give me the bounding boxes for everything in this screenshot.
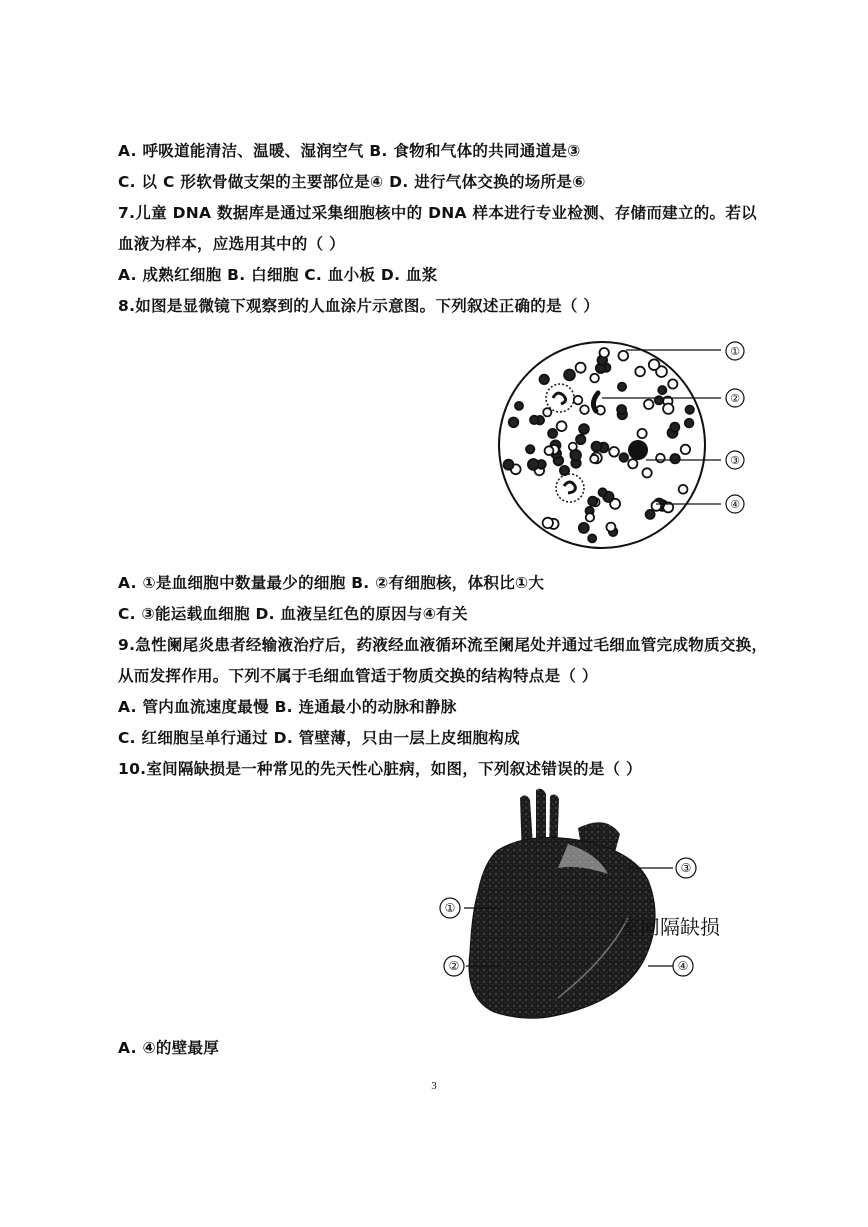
red-blood-cell xyxy=(635,367,645,377)
septal-defect-annotation: 室间隔缺损 xyxy=(620,915,720,939)
red-blood-cell xyxy=(618,383,626,391)
blood-label-2: ② xyxy=(730,392,740,405)
red-blood-cell xyxy=(686,406,694,414)
question-8-options-cd: C. ③能运载血细胞 D. 血液呈红色的原因与④有关 xyxy=(118,605,468,623)
red-blood-cell xyxy=(545,446,554,455)
red-blood-cell xyxy=(628,459,637,468)
question-9-options-ab: A. 管内血流速度最慢 B. 连通最小的动脉和静脉 xyxy=(118,698,457,716)
red-blood-cell xyxy=(685,419,694,428)
blood-smear-figure xyxy=(498,338,760,554)
blood-label-1: ① xyxy=(730,345,740,358)
red-blood-cell xyxy=(670,454,679,463)
red-blood-cell xyxy=(592,442,602,452)
red-blood-cell xyxy=(543,518,553,528)
heart-label-2: ② xyxy=(448,959,460,973)
red-blood-cell xyxy=(590,374,599,383)
blood-label-4: ④ xyxy=(730,498,740,511)
question-10-option-a: A. ④的壁最厚 xyxy=(118,1039,220,1057)
red-blood-cell xyxy=(576,435,585,444)
page-number: 3 xyxy=(431,1080,437,1092)
question-9-stem: 9.急性阑尾炎患者经输液治疗后，药液经血液循环流至阑尾处并通过毛细血管完成物质交换， xyxy=(118,636,768,654)
red-blood-cell xyxy=(579,523,589,533)
red-blood-cell xyxy=(663,404,673,414)
heart-label-1: ① xyxy=(444,901,456,915)
red-blood-cell xyxy=(570,450,581,461)
red-blood-cell xyxy=(557,421,567,431)
red-blood-cell xyxy=(668,379,677,388)
red-blood-cell xyxy=(644,400,653,409)
red-blood-cell xyxy=(646,510,655,519)
red-blood-cell xyxy=(670,423,679,432)
red-blood-cell xyxy=(600,348,609,357)
red-blood-cell xyxy=(588,497,597,506)
red-blood-cell xyxy=(643,468,652,477)
red-blood-cell xyxy=(543,408,551,416)
red-blood-cell xyxy=(609,447,619,457)
large-dark-cell xyxy=(628,440,648,460)
question-9-options-cd: C. 红细胞呈单行通过 D. 管壁薄，只由一层上皮细胞构成 xyxy=(118,729,520,747)
question-9-stem-cont: 从而发挥作用。下列不属于毛细血管适于物质交换的结构特点是（ ） xyxy=(118,667,598,685)
question-10-stem: 10.室间隔缺损是一种常见的先天性心脏病，如图，下列叙述错误的是（ ） xyxy=(118,760,642,778)
red-blood-cell xyxy=(617,405,626,414)
red-blood-cell xyxy=(649,359,660,370)
red-blood-cell xyxy=(638,429,647,438)
red-blood-cell xyxy=(564,370,575,381)
red-blood-cell xyxy=(576,363,586,373)
red-blood-cell xyxy=(569,443,577,451)
red-blood-cell xyxy=(658,386,666,394)
red-blood-cell xyxy=(580,405,589,414)
question-7-stem-cont: 血液为样本，应选用其中的（ ） xyxy=(118,235,345,253)
red-blood-cell xyxy=(504,460,514,470)
red-blood-cell xyxy=(652,501,662,511)
red-blood-cell xyxy=(590,455,598,463)
option-line-6cd: C. 以 C 形软骨做支架的主要部位是④ D. 进行气体交换的场所是⑥ xyxy=(118,173,586,191)
red-blood-cell xyxy=(681,445,690,454)
red-blood-cell xyxy=(599,488,607,496)
red-blood-cell xyxy=(586,513,594,521)
red-blood-cell xyxy=(548,429,557,438)
red-blood-cell xyxy=(509,418,519,428)
question-8-options-ab: A. ①是血细胞中数量最少的细胞 B. ②有细胞核，体积比①大 xyxy=(118,574,545,592)
red-blood-cell xyxy=(679,485,688,494)
red-blood-cell xyxy=(620,453,629,462)
heart-label-4: ④ xyxy=(677,959,689,973)
red-blood-cell xyxy=(579,424,589,434)
red-blood-cell xyxy=(619,351,629,361)
red-blood-cell xyxy=(574,396,583,405)
question-8-stem: 8.如图是显微镜下观察到的人血涂片示意图。下列叙述正确的是（ ） xyxy=(118,297,600,315)
heart-label-3: ③ xyxy=(680,861,692,875)
red-blood-cell xyxy=(515,402,523,410)
red-blood-cell xyxy=(606,523,615,532)
red-blood-cell xyxy=(560,466,569,475)
red-blood-cell xyxy=(656,454,665,463)
option-line-6ab: A. 呼吸道能清洁、温暖、湿润空气 B. 食物和气体的共同通道是③ xyxy=(118,142,581,160)
heart-figure xyxy=(428,788,758,1028)
red-blood-cell xyxy=(540,375,549,384)
question-7-options: A. 成熟红细胞 B. 白细胞 C. 血小板 D. 血浆 xyxy=(118,266,438,284)
red-blood-cell xyxy=(530,416,538,424)
red-blood-cell xyxy=(528,459,539,470)
blood-label-3: ③ xyxy=(730,454,740,467)
question-7-stem: 7.儿童 DNA 数据库是通过采集细胞核中的 DNA 样本进行专业检测、存储而建立的。若以 xyxy=(118,204,757,222)
red-blood-cell xyxy=(526,445,534,453)
red-blood-cell xyxy=(588,534,596,542)
